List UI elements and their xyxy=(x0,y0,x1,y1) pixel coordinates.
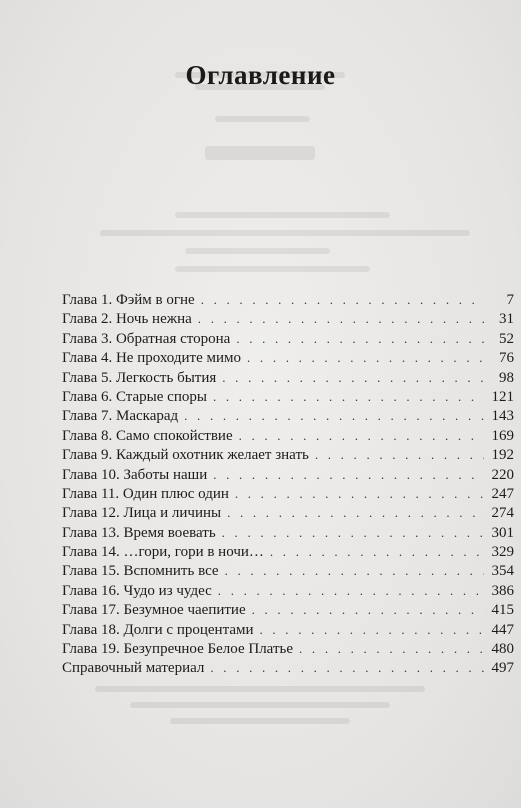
toc-entry-page: 31 xyxy=(499,311,514,328)
toc-entry xyxy=(62,620,514,639)
toc-entry-label: Глава 10. Заботы наши xyxy=(62,466,208,483)
page-title: Оглавление xyxy=(185,60,336,91)
toc-entry-page: 415 xyxy=(491,602,514,619)
dot-leader xyxy=(247,348,484,367)
dot-leader xyxy=(270,542,484,561)
toc-entry-label: Глава 16. Чудо из чудес xyxy=(62,582,212,599)
toc-entry xyxy=(62,658,514,677)
toc-entry-label: Глава 19. Безупречное Белое Платье xyxy=(62,641,294,658)
toc-entry-page: 447 xyxy=(491,621,514,638)
dot-leader xyxy=(210,658,484,677)
toc-entry xyxy=(62,368,514,387)
toc-entry xyxy=(62,290,514,309)
dot-leader xyxy=(201,290,484,309)
toc-entry-page: 169 xyxy=(491,427,514,444)
toc-entry xyxy=(62,561,514,580)
toc-entry-page: 247 xyxy=(491,485,514,502)
dot-leader xyxy=(260,620,485,639)
toc-entry xyxy=(62,581,514,600)
dot-leader xyxy=(239,426,484,445)
toc-entry xyxy=(62,309,514,328)
dot-leader xyxy=(213,387,484,406)
toc-entry-page: 143 xyxy=(491,408,514,425)
toc-entry-page: 52 xyxy=(499,330,514,347)
toc-entry-page: 76 xyxy=(499,350,514,367)
toc-entry-page: 386 xyxy=(491,582,514,599)
toc-entry xyxy=(62,484,514,503)
toc-entry-page: 480 xyxy=(491,641,514,658)
toc-entry xyxy=(62,503,514,522)
toc-entry-label: Глава 7. Маскарад xyxy=(62,408,179,425)
dot-leader xyxy=(299,639,484,658)
toc-entry xyxy=(62,387,514,406)
dot-leader xyxy=(225,561,484,580)
dot-leader xyxy=(236,329,484,348)
dot-leader xyxy=(227,503,484,522)
toc-entry-page: 329 xyxy=(491,544,514,561)
toc-entry-label: Глава 9. Каждый охотник желает знать xyxy=(62,447,309,464)
dot-leader xyxy=(222,368,484,387)
toc-entry-label: Справочный материал xyxy=(62,660,205,677)
toc-entry-label: Глава 3. Обратная сторона xyxy=(62,330,231,347)
toc-entry-page: 274 xyxy=(491,505,514,522)
toc-entry-page: 354 xyxy=(491,563,514,580)
toc-entry xyxy=(62,445,514,464)
toc-entry-page: 98 xyxy=(499,369,514,386)
toc-entry xyxy=(62,348,514,367)
dot-leader xyxy=(184,406,484,425)
toc-entry xyxy=(62,639,514,658)
toc-entry-label: Глава 2. Ночь нежна xyxy=(62,311,192,328)
toc-entry-page: 192 xyxy=(491,447,514,464)
toc-entry xyxy=(62,523,514,542)
toc-entry-page: 301 xyxy=(491,524,514,541)
toc-entry-label: Глава 1. Фэйм в огне xyxy=(62,292,195,308)
dot-leader xyxy=(213,465,484,484)
toc-entry-label: Глава 18. Долги с процентами xyxy=(62,621,254,638)
toc-entry xyxy=(62,600,514,619)
toc-entry-label: Глава 4. Не проходите мимо xyxy=(62,350,242,367)
dot-leader xyxy=(315,445,484,464)
toc-entry-label: Глава 8. Само спокойствие xyxy=(62,427,233,444)
toc-entry-label: Глава 13. Время воевать xyxy=(62,524,216,541)
toc-entry-page: 220 xyxy=(491,466,514,483)
toc-entry-label: Глава 15. Вспомнить все xyxy=(62,563,219,580)
toc-entry xyxy=(62,329,514,348)
toc-entry-label: Глава 6. Старые споры xyxy=(62,388,207,405)
dot-leader xyxy=(252,600,484,619)
toc-entry-label: Глава 12. Лица и личины xyxy=(62,505,222,522)
toc-entry xyxy=(62,465,514,484)
toc-entry-label: Глава 17. Безумное чаепитие xyxy=(62,602,246,619)
toc-entry xyxy=(62,406,514,425)
toc-entry-label: Глава 5. Легкость бытия xyxy=(62,369,217,386)
toc-entry-page: 497 xyxy=(491,660,514,677)
toc-entry-label: Глава 14. …гори, гори в ночи… xyxy=(62,544,264,561)
table-of-contents xyxy=(62,290,514,678)
dot-leader xyxy=(222,523,484,542)
dot-leader xyxy=(235,484,484,503)
toc-entry xyxy=(62,542,514,561)
toc-entry-label: Глава 11. Один плюс один xyxy=(62,485,229,502)
toc-entry-page: 7 xyxy=(506,292,514,308)
toc-entry-page: 121 xyxy=(491,388,514,405)
toc-entry xyxy=(62,426,514,445)
dot-leader xyxy=(218,581,484,600)
dot-leader xyxy=(198,309,484,328)
